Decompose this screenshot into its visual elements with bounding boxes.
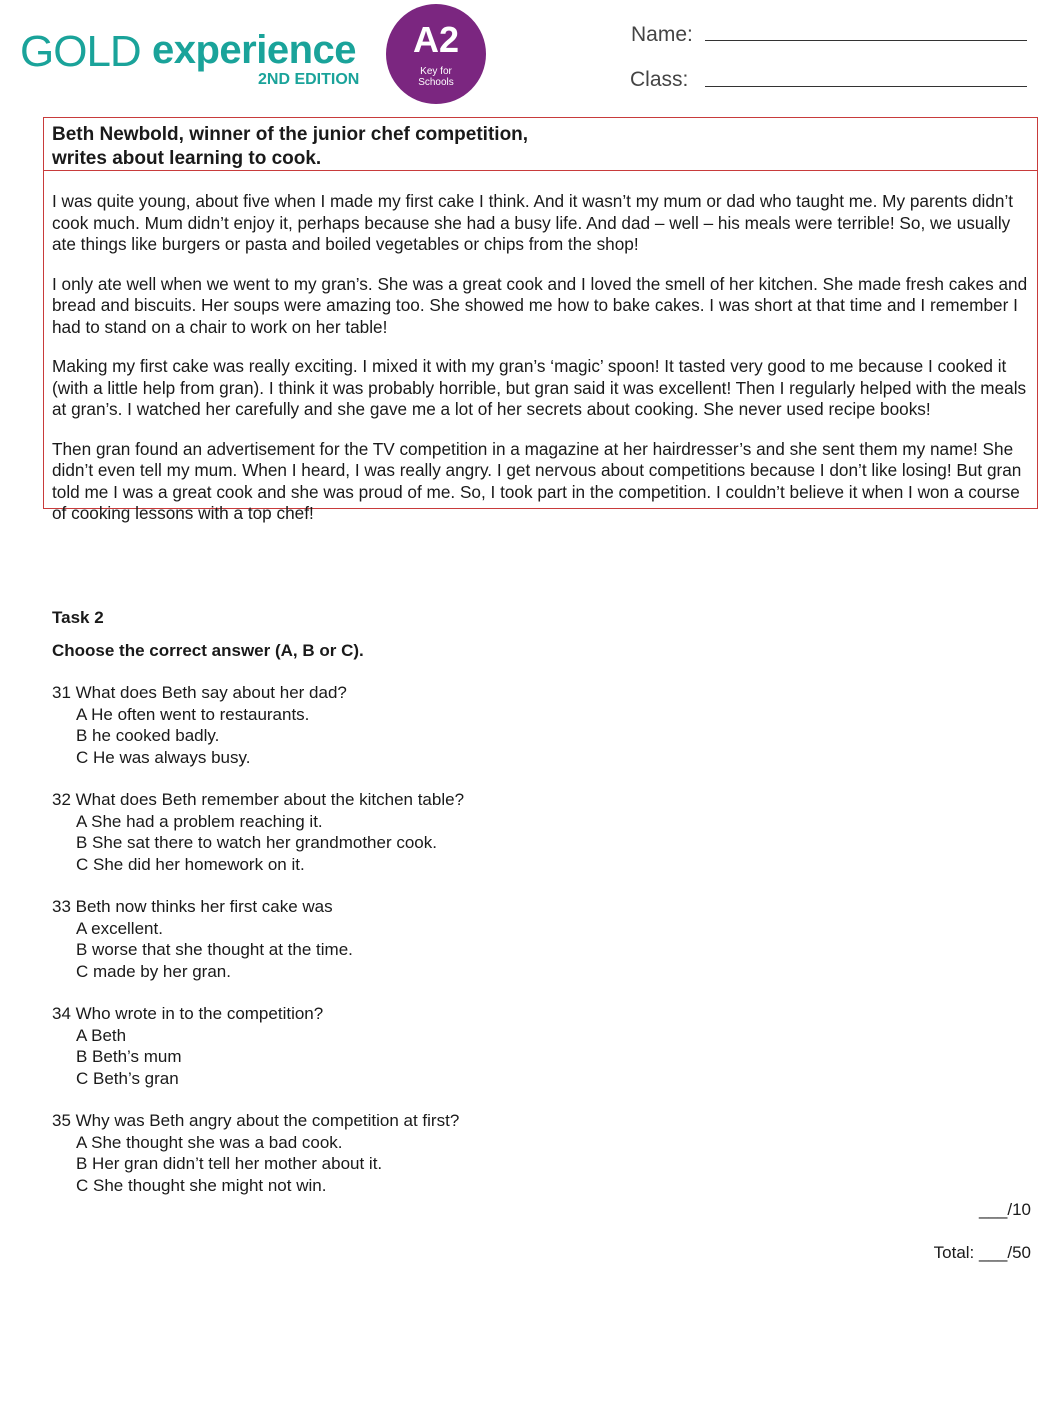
- question-33: [52, 896, 752, 982]
- answer-option-a[interactable]: A Beth: [76, 1025, 127, 1045]
- answer-option-c[interactable]: C She thought she might not win.: [76, 1175, 327, 1195]
- question-list: [52, 682, 752, 1217]
- question-text: 35 Why was Beth angry about the competition at first?: [52, 1111, 460, 1130]
- answer-option-b[interactable]: B worse that she thought at the time.: [76, 940, 353, 959]
- article-paragraph: I was quite young, about five when I made my first cake I think. And it wasn’t my mum or dad who taught me. My parents didn’t cook much. Mum didn’t enjoy it, perhaps because she had a busy life. And dad – well – his meals were terrible! So, we usually ate things like burgers or pasta and boiled vegetables or chips from the shop!: [52, 191, 1014, 254]
- task-instruction: Choose the correct answer (A, B or C).: [52, 641, 364, 660]
- level-badge: [386, 4, 486, 104]
- class-label: Class:: [630, 68, 689, 91]
- article-paragraph: Then gran found an advertisement for the TV competition in a magazine at her hairdresser’s and she sent them my name! She didn’t even tell my mum. When I heard, I was really angry. I get nervous about competitions because I don’t like losing! But gran told me I was a great cook and she was proud of me. So, I took part in the competition. I couldn’t believe it when I won a course of cooking lessons with a top chef!: [52, 438, 1022, 523]
- answer-option-a[interactable]: A She thought she was a bad cook.: [76, 1132, 343, 1152]
- question-text: 31 What does Beth say about her dad?: [52, 683, 347, 702]
- question-text: 33 Beth now thinks her first cake was: [52, 897, 333, 916]
- answer-option-c[interactable]: C He was always busy.: [76, 747, 251, 767]
- answer-option-b[interactable]: B he cooked badly.: [76, 726, 220, 745]
- answer-option-b[interactable]: B She sat there to watch her grandmother cook.: [76, 833, 437, 852]
- article-paragraph: Making my first cake was really exciting. I mixed it with my gran’s ‘magic’ spoon! It tasted very good to me because I cooked it (with a little help from gran). I think it was probably horrible, but gran said it was excellent! Then I regularly helped with the meals at gran’s. I watched her carefully and she gave me a lot of her secrets about cooking. She never used recipe books!: [52, 356, 1027, 419]
- task-title: Task 2: [52, 608, 104, 627]
- question-34: [52, 1003, 752, 1089]
- article-title: [52, 123, 752, 171]
- answer-option-b[interactable]: B Her gran didn’t tell her mother about it.: [76, 1154, 383, 1173]
- level-badge-sub-line2: Schools: [418, 77, 454, 88]
- answer-option-b[interactable]: B Beth’s mum: [76, 1047, 182, 1066]
- question-35: [52, 1110, 752, 1196]
- level-badge-label: A2: [412, 19, 460, 60]
- level-badge-subtitle: [386, 66, 486, 88]
- answer-option-a[interactable]: A excellent.: [76, 918, 163, 938]
- logo-experience-text: experience: [152, 28, 357, 72]
- answer-option-a[interactable]: A She had a problem reaching it.: [76, 811, 323, 831]
- question-32: [52, 789, 752, 875]
- class-field-line[interactable]: [705, 86, 1027, 87]
- name-field-line[interactable]: [705, 40, 1027, 41]
- answer-option-c[interactable]: C Beth’s gran: [76, 1068, 179, 1088]
- logo-gold-text: GOLD: [20, 27, 141, 76]
- answer-option-c[interactable]: C made by her gran.: [76, 961, 231, 981]
- question-31: [52, 682, 752, 768]
- level-badge-sub-line1: Key for: [420, 66, 452, 77]
- question-text: 34 Who wrote in to the competition?: [52, 1004, 324, 1023]
- task-score[interactable]: ___/10: [979, 1200, 1031, 1219]
- article-paragraph: I only ate well when we went to my gran’s. She was a great cook and I loved the smell of her kitchen. She made fresh cakes and bread and biscuits. Her soups were amazing too. She showed me how to bake cakes. I was short at that time and I remember I had to stand on a chair to work on her table!: [52, 273, 1028, 337]
- article-title-line2: writes about learning to cook.: [52, 148, 322, 169]
- edition-label: 2ND EDITION: [258, 71, 360, 88]
- article-body: [52, 191, 1036, 543]
- article-title-line1: Beth Newbold, winner of the junior chef competition,: [52, 124, 529, 145]
- total-score[interactable]: Total: ___/50: [933, 1243, 1031, 1262]
- name-label: Name:: [631, 23, 693, 46]
- question-text: 32 What does Beth remember about the kitchen table?: [52, 790, 465, 809]
- answer-option-c[interactable]: C She did her homework on it.: [76, 854, 305, 874]
- answer-option-a[interactable]: A He often went to restaurants.: [76, 704, 310, 724]
